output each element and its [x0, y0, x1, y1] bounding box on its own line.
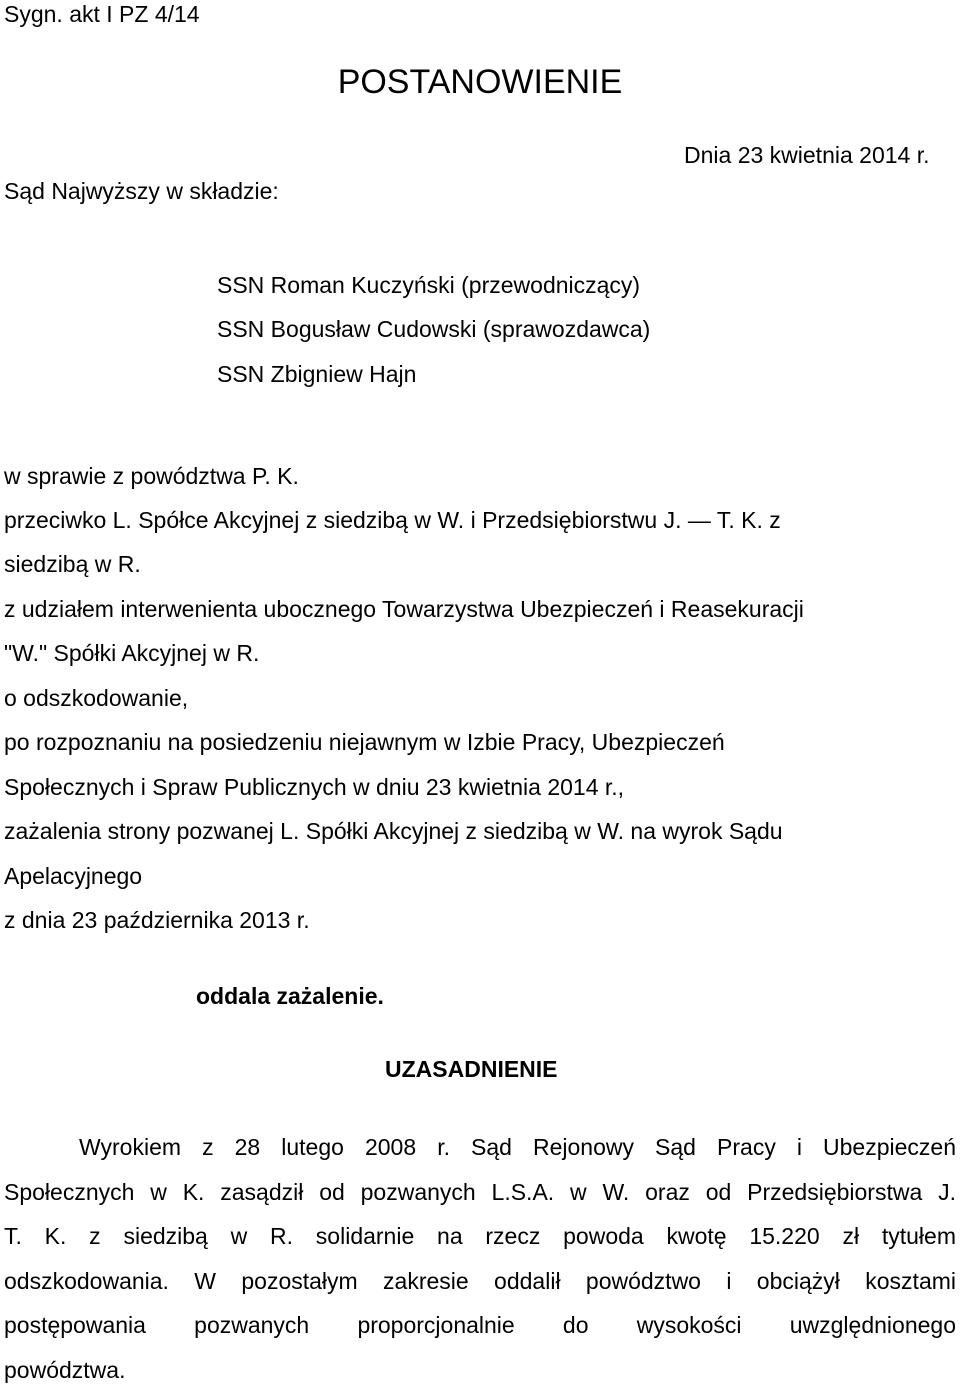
- justification-line-wrap: [4, 1133, 956, 1161]
- case-line: Społecznych i Spraw Publicznych w dniu 23 kwietnia 2014 r.,: [4, 774, 625, 800]
- justification-line: odszkodowania. W pozostałym zakresie oddalił powództwo i obciążył kosztami: [4, 1268, 956, 1294]
- judge-item: SSN Zbigniew Hajn: [217, 361, 417, 387]
- case-line: zażalenia strony pozwanej L. Spółki Akcyjnej z siedzibą w W. na wyrok Sądu: [4, 818, 783, 844]
- document-date: Dnia 23 kwietnia 2014 r.: [684, 142, 930, 168]
- judge-item: SSN Roman Kuczyński (przewodniczący): [217, 272, 641, 298]
- justification-line: Społecznych w K. zasądził od pozwanych L.S.A. w W. oraz od Przedsiębiorstwa J.: [4, 1179, 956, 1205]
- justification-heading: UZASADNIENIE: [385, 1056, 558, 1082]
- justification-line: postępowania pozwanych proporcjonalnie do wysokości uwzględnionego: [4, 1312, 956, 1338]
- case-line: Apelacyjnego: [4, 863, 143, 889]
- justification-line: T. K. z siedzibą w R. solidarnie na rzecz powoda kwotę 15.220 zł tytułem: [4, 1223, 956, 1249]
- justification-line-text: Wyrokiem z 28 lutego 2008 r. Sąd Rejonowy Sąd Pracy i Ubezpieczeń: [79, 1134, 956, 1160]
- case-line: przeciwko L. Spółce Akcyjnej z siedzibą w W. i Przedsiębiorstwu J. — T. K. z: [4, 507, 781, 533]
- case-signature: Sygn. akt I PZ 4/14: [4, 1, 200, 27]
- judge-item: SSN Bogusław Cudowski (sprawozdawca): [217, 316, 651, 342]
- ruling-text: oddala zażalenie.: [196, 983, 384, 1009]
- document-title: POSTANOWIENIE: [337, 63, 623, 101]
- case-line: "W." Spółki Akcyjnej w R.: [4, 640, 260, 666]
- court-composition-label: Sąd Najwyższy w składzie:: [4, 178, 279, 204]
- case-line: siedzibą w R.: [4, 551, 141, 577]
- case-line: z dnia 23 października 2013 r.: [4, 907, 310, 933]
- case-line: w sprawie z powództwa P. K.: [4, 463, 299, 489]
- justification-line: [4, 1133, 956, 1161]
- case-line: po rozpoznaniu na posiedzeniu niejawnym w Izbie Pracy, Ubezpieczeń: [4, 729, 725, 755]
- case-line: z udziałem interwenienta ubocznego Towarzystwa Ubezpieczeń i Reasekuracji: [4, 596, 804, 622]
- justification-line: powództwa.: [4, 1357, 126, 1383]
- case-line: o odszkodowanie,: [4, 685, 189, 711]
